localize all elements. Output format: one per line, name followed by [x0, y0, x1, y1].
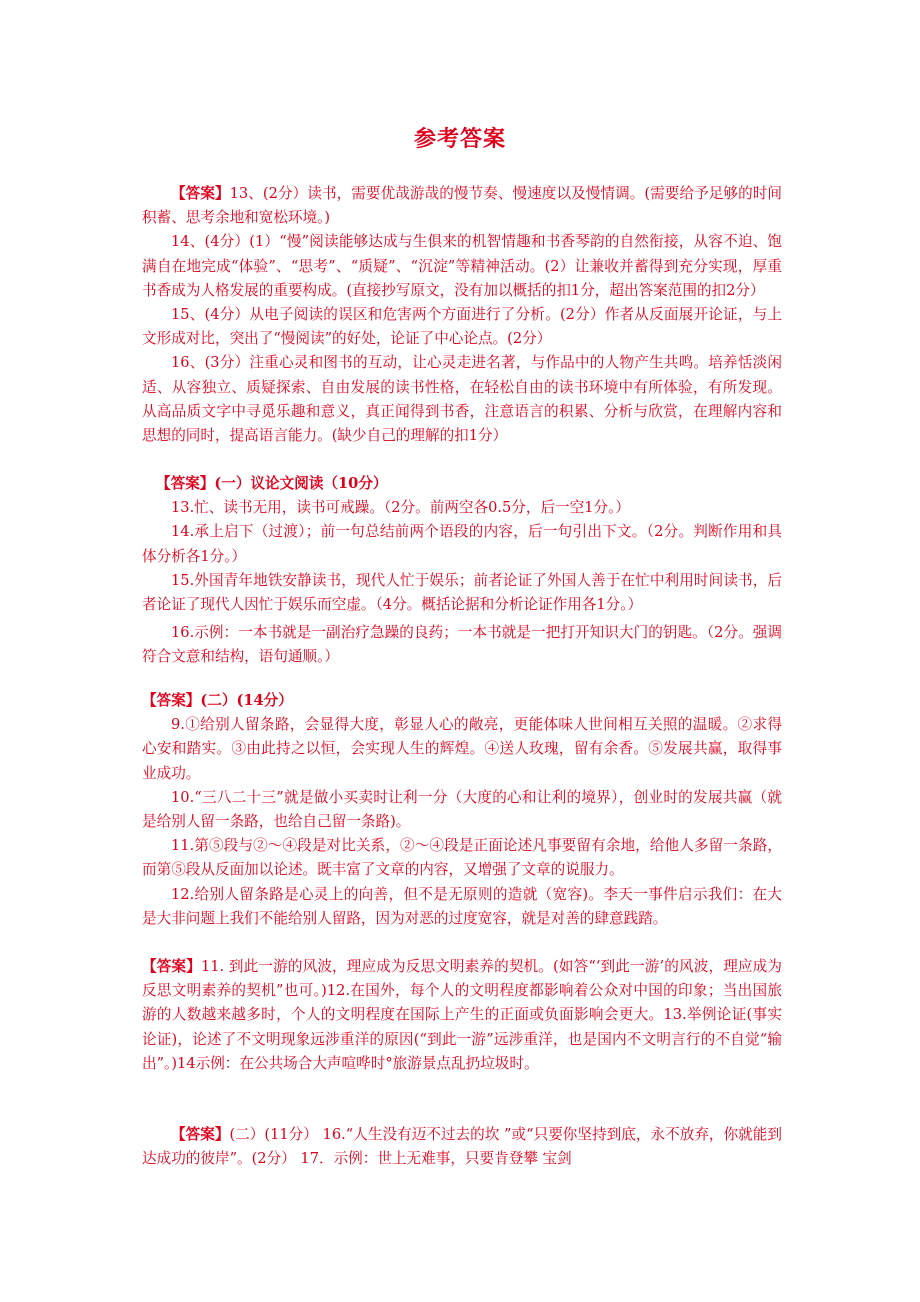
answer-16: 16、(3分）注重心灵和图书的互动，让心灵走进名著，与作品中的人物产生共鸣。培养恬淡闲适、从容独立、质疑探索、自由发展的读书性格，在轻松自由的读书环境中有所体验，有所发现。从高品质文字中寻觅乐趣和意义，真正闻得到书香，注意语言的积累、分析与欣赏，在理解内容和思想的同时，提高语言能力。(缺少自己的理解的扣1分） — [142, 354, 782, 445]
answer-2-16: 16.示例：一本书就是一副治疗急躁的良药；一本书就是一把打开知识大门的钥匙。（2分。强调符合文意和结构，语句通顺。） — [142, 624, 782, 666]
answer-section-1 — [142, 182, 782, 448]
answer-5-text: (二）(11分） 16.“人生没有迈不过去的坎 ”或“只要你坚持到底，永不放弃，你就能到达成功的彼岸”。(2分） 17．示例：世上无难事，只要肯登攀 宝剑 — [142, 1126, 782, 1168]
answer-2-15: 15.外国青年地铁安静读书，现代人忙于娱乐；前者论证了外国人善于在忙中利用时间读书，后者论证了现代人因忙于娱乐而空虚。（4分。概括论据和分析论证作用各1分。） — [142, 571, 782, 614]
answer-label: 【答案】 — [142, 958, 201, 975]
answer-label: 【答案】 — [171, 185, 230, 202]
answer-2-13: 13.忙、读书无用，读书可戒躁。（2分。前两空各0.5分，后一空1分。） — [171, 499, 631, 517]
answer-section-5 — [142, 1123, 782, 1171]
answer-4-text: 11. 到此一游的风波，理应成为反思文明素养的契机。(如答“‘到此一游’的风波，理应成为反思文明素养的契机”也可。)12.在国外，每个人的文明程度都影响着公众对中国的印象；当出国旅游的人数越来越多时，个人的文明程度在国际上产生的正面或负面影响会更大。13.举例论证(事实论证)，论述了不文明现象远涉重洋的原因(“到此一游”远涉重洋，也是国内不文明言行的不自觉“输出”。)14示例：在公共场合大声喧哗时°旅游景点乱扔垃圾时。 — [142, 958, 782, 1072]
answer-13 — [142, 182, 782, 230]
answer-5 — [142, 1123, 782, 1171]
section-3-heading: 【答案】(二）(14分） — [142, 692, 293, 709]
answer-2-14: 14.承上启下（过渡）；前一句总结前两个语段的内容，后一句引出下文。（2分。判断作用和具体分析各1分。） — [142, 523, 782, 565]
section-2-heading: 【答案】(一）议论文阅读（10分） — [156, 475, 388, 492]
answer-3-9: 9.①给别人留条路，会显得大度，彰显人心的敞亮，更能体味人世间相互关照的温暖。②求得心安和踏实。③由此持之以恒，会实现人生的辉煌。④送人玫瑰，留有余香。⑤发展共赢，取得事业成功。 — [142, 716, 782, 782]
answer-14: 14、(4分）(1）“慢”阅读能够达成与生俱来的机智情趣和书香琴韵的自然衔接，从容不迫、饱满自在地完成“体验”、“思考”、“质疑”、“沉淀”等精神活动。(2）让兼收并蓄得到充分实现，厚重书香成为人格发展的重要构成。(直接抄写原文，没有加以概括的扣1分，超出答案范围的扣2分） — [142, 233, 782, 299]
answer-section-4 — [142, 955, 782, 1076]
answer-3-10: 10.“三八二十三”就是做小买卖时让利一分（大度的心和让利的境界），创业时的发展共赢（就是给别人留一条路，也给自己留一条路)。 — [142, 788, 782, 831]
answer-15: 15、(4分）从电子阅读的误区和危害两个方面进行了分析。(2分）作者从反面展开论证，与上文形成对比，突出了“慢阅读”的好处，论证了中心论点。(2分） — [142, 306, 782, 348]
page-title: 参考答案 — [413, 126, 506, 152]
answer-label: 【答案】 — [171, 1126, 230, 1143]
answer-13-text: 13、(2分）读书，需要优哉游哉的慢节奏、慢速度以及慢情调。(需要给予足够的时间积蓄、思考余地和宽松环境。) — [142, 185, 782, 227]
answer-4 — [142, 955, 782, 1076]
answer-section-3 — [142, 689, 782, 931]
answer-3-12: 12.给别人留条路是心灵上的向善，但不是无原则的造就（宽容)。李天一事件启示我们：在大是大非问题上我们不能给别人留路，因为对恶的过度宽容，就是对善的肆意践踏。 — [142, 885, 782, 927]
answer-section-2 — [142, 472, 782, 670]
answer-3-11: 11.第⑤段与②～④段是对比关系，②～④段是正面论述凡事要留有余地，给他人多留一条路，而第⑤段从反面加以论述。既丰富了文章的内容，又增强了文章的说服力。 — [142, 837, 782, 879]
